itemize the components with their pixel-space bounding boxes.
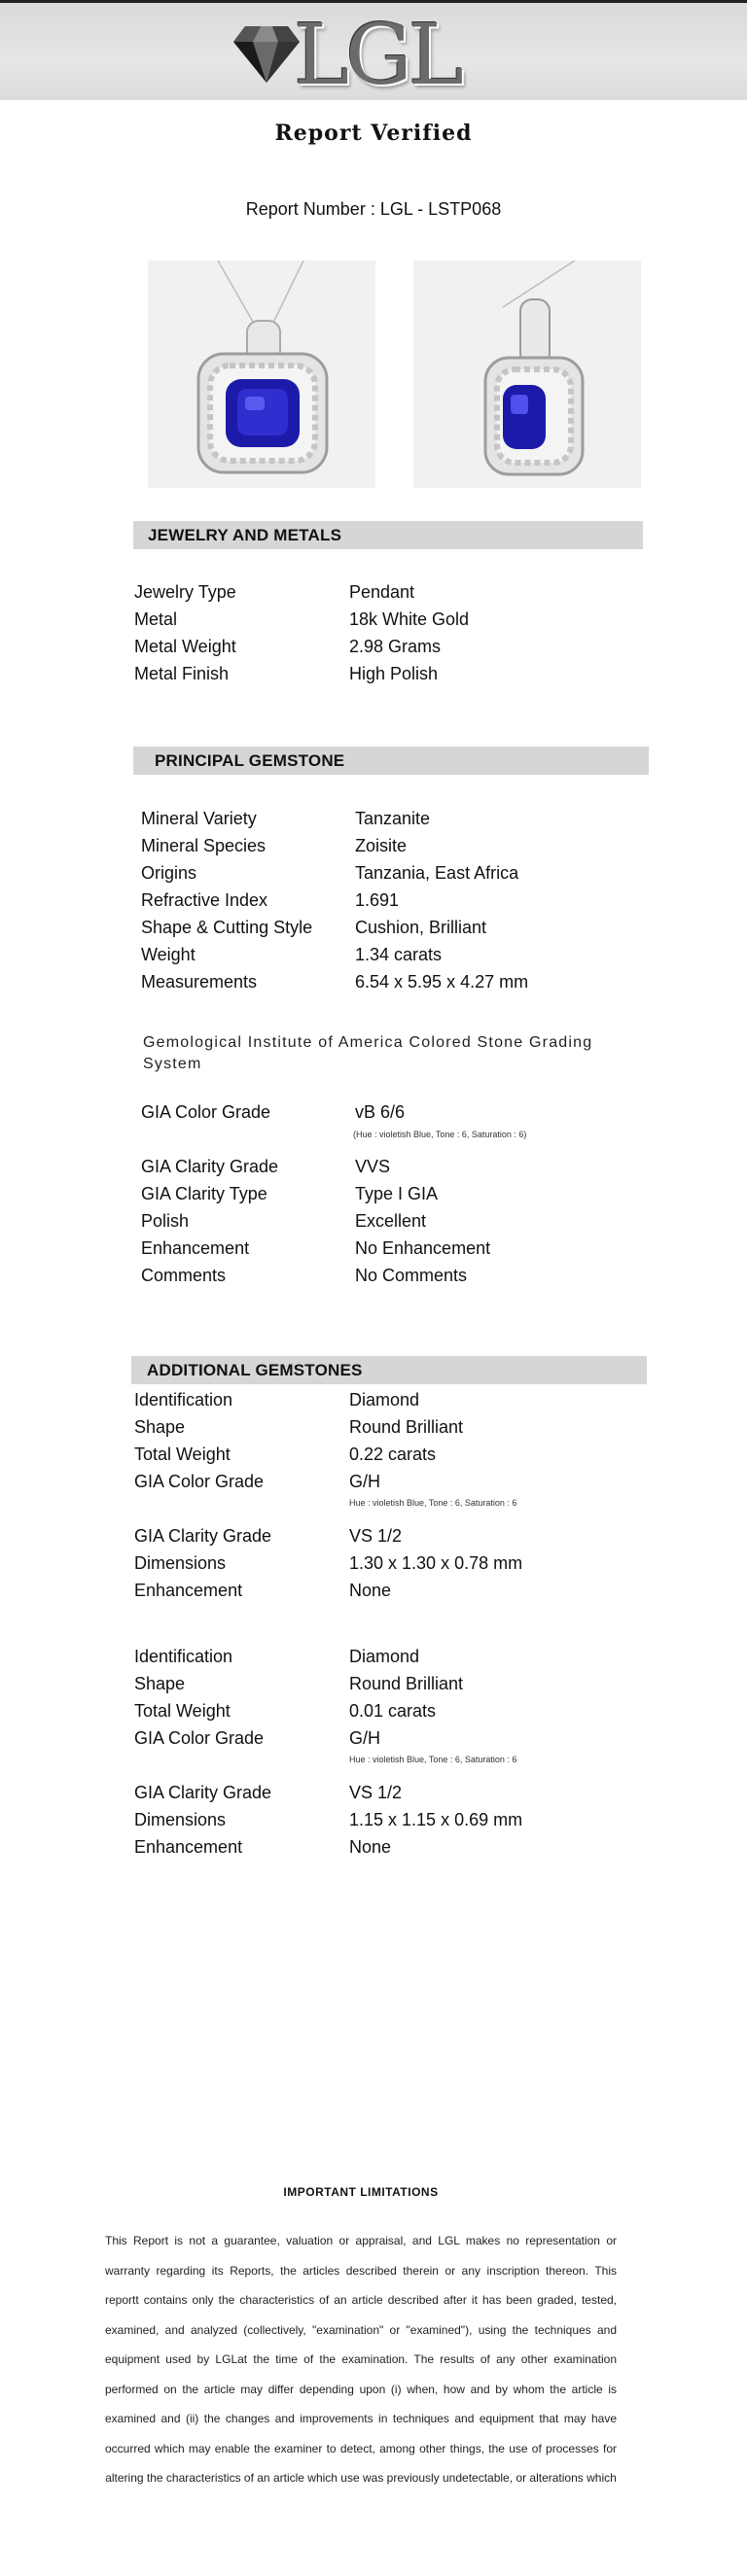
limitations-text: This Report is not a guarantee, valuation or appraisal, and LGL makes no representation or warranty regarding its Reports, the articles described therein or any inscription thereon. This reportt contains only the characteristics of an article described after it has been graded, tested, examined, and analyzed (collectively, "examination" or "examined"), using the techniques and equipment used by LGLat the time of the examination. The results of any other examination performed on the article may differ depending upon (i) when, how and by whom the article is examined and (ii) the changes and improvements in techniques and equipment that may have occurred which may enable the examiner to detect, among other things, the use of processes for altering the characteristics of an article which use was previously undetectable, or alterations which	[105, 2234, 617, 2485]
gem-label: Mineral Variety	[141, 809, 257, 828]
product-photo-front[interactable]	[148, 261, 375, 488]
gem-label: Shape & Cutting Style	[141, 918, 313, 937]
stone-label: Dimensions	[134, 1553, 227, 1573]
stone-value: Diamond	[349, 1390, 420, 1410]
jewelry-label: Jewelry Type	[134, 582, 236, 602]
gem-value: vB 6/6	[355, 1102, 406, 1122]
gem-value: Tanzania, East Africa	[355, 863, 519, 883]
stone-value: Round Brilliant	[349, 1674, 464, 1693]
stone-label: Enhancement	[134, 1837, 243, 1857]
section-principal-heading-text: PRINCIPAL GEMSTONE	[155, 751, 345, 770]
stone-value: 1.15 x 1.15 x 0.69 mm	[349, 1810, 523, 1829]
product-photo-side[interactable]	[413, 261, 641, 488]
stone-label: GIA Color Grade	[134, 1728, 265, 1748]
stone-value: Round Brilliant	[349, 1417, 464, 1437]
stone-label: Shape	[134, 1674, 186, 1693]
stone-value: G/H	[349, 1728, 381, 1748]
stone-label: Shape	[134, 1417, 186, 1437]
section-jewelry-heading-text: JEWELRY AND METALS	[148, 526, 342, 544]
color-grade-detail: (Hue : violetish Blue, Tone : 6, Saturation : 6)	[353, 1130, 527, 1139]
jewelry-label: Metal Weight	[134, 637, 236, 656]
gem-label: Mineral Species	[141, 836, 267, 855]
stone-value: None	[349, 1837, 392, 1857]
gem-value: No Enhancement	[355, 1238, 491, 1258]
stone-label: GIA Clarity Grade	[134, 1783, 272, 1802]
stone-value: 0.01 carats	[349, 1701, 437, 1721]
gem-value: VVS	[355, 1157, 391, 1176]
gem-label: GIA Clarity Grade	[141, 1157, 279, 1176]
section-principal-heading	[133, 747, 649, 775]
stone-value: 0.22 carats	[349, 1445, 437, 1464]
header-banner	[0, 3, 747, 104]
gem-value: Cushion, Brilliant	[355, 918, 487, 937]
gem-label: Measurements	[141, 972, 258, 992]
section-jewelry-heading	[133, 521, 643, 549]
gem-label: Polish	[141, 1211, 190, 1231]
gem-label: Weight	[141, 945, 196, 964]
limitations-heading: IMPORTANT LIMITATIONS	[283, 2185, 439, 2199]
stone-label: GIA Color Grade	[134, 1472, 265, 1491]
stone-label: GIA Clarity Grade	[134, 1526, 272, 1546]
section-additional-heading	[131, 1356, 647, 1384]
color-grade-detail: Hue : violetish Blue, Tone : 6, Saturation : 6	[349, 1755, 517, 1764]
gem-label: Comments	[141, 1266, 227, 1285]
stone-label: Dimensions	[134, 1810, 227, 1829]
jewelry-value: High Polish	[349, 664, 439, 683]
stone-value: 1.30 x 1.30 x 0.78 mm	[349, 1553, 523, 1573]
stone-label: Total Weight	[134, 1445, 231, 1464]
logo-text: LGL	[294, 7, 460, 104]
stone-label: Enhancement	[134, 1581, 243, 1600]
report-title: Report Verified	[274, 121, 473, 146]
gem-value: Zoisite	[355, 836, 408, 855]
gem-label: GIA Color Grade	[141, 1102, 271, 1122]
jewelry-label: Metal	[134, 609, 178, 629]
stone-value: G/H	[349, 1472, 381, 1491]
stone-label: Identification	[134, 1390, 233, 1410]
jewelry-value: 18k White Gold	[349, 609, 470, 629]
gem-label: Enhancement	[141, 1238, 250, 1258]
stone-label: Identification	[134, 1647, 233, 1666]
section-additional-heading-text: ADDITIONAL GEMSTONES	[147, 1361, 363, 1379]
color-grade-detail: Hue : violetish Blue, Tone : 6, Saturation : 6	[349, 1498, 517, 1508]
gem-value: 1.691	[355, 890, 400, 910]
gem-value: Excellent	[355, 1211, 427, 1231]
gem-value: No Comments	[355, 1266, 468, 1285]
stone-label: Total Weight	[134, 1701, 231, 1721]
lgl-logo[interactable]	[226, 7, 479, 104]
diamond-icon	[231, 24, 302, 85]
stone-value: VS 1/2	[349, 1526, 403, 1546]
jewelry-value: 2.98 Grams	[349, 637, 442, 656]
gem-label: Origins	[141, 863, 197, 883]
gem-value: 1.34 carats	[355, 945, 443, 964]
report-number: Report Number : LGL - LSTP068	[245, 199, 502, 219]
jewelry-value: Pendant	[349, 582, 415, 602]
gem-value: Tanzanite	[355, 809, 431, 828]
gem-label: GIA Clarity Type	[141, 1184, 267, 1203]
stone-value: Diamond	[349, 1647, 420, 1666]
gem-label: Refractive Index	[141, 890, 268, 910]
gia-grading-system-note: Gemological Institute of America Colored Stone Grading System	[143, 1034, 593, 1072]
stone-value: None	[349, 1581, 392, 1600]
gem-value: 6.54 x 5.95 x 4.27 mm	[355, 972, 529, 992]
jewelry-label: Metal Finish	[134, 664, 230, 683]
stone-value: VS 1/2	[349, 1783, 403, 1802]
gem-value: Type I GIA	[355, 1184, 439, 1203]
